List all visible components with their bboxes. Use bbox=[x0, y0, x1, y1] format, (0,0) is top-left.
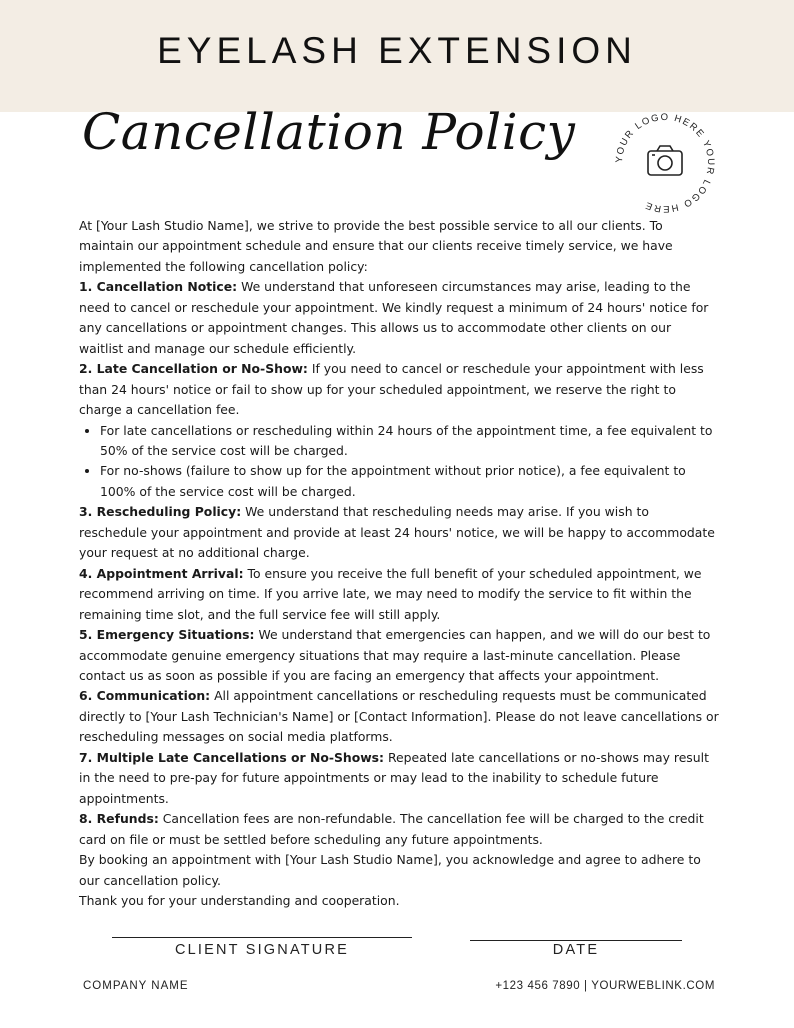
section-heading: 5. Emergency Situations: bbox=[79, 627, 255, 643]
camera-icon bbox=[648, 146, 682, 175]
list-item: • For no-shows (failure to show up for the appointment without prior notice), a fee equivalent to 100% of the service cost will be charged. bbox=[100, 461, 719, 502]
section-1 bbox=[79, 277, 719, 359]
policy-body bbox=[79, 216, 719, 911]
section-text: To ensure you receive the full benefit of your scheduled appointment, we recommend arriving on time. If you arrive late, we may need to modify the service to fit within the remaining time slot, and the full service fee will still apply. bbox=[79, 565, 702, 622]
section-text: We understand that emergencies can happen, and we will do our best to accommodate genuine emergency situations that may require a last-minute cancellation. Please contact us as soon as possible if you are facing an emergency that affects your appointment. bbox=[79, 627, 711, 683]
document-title: Cancellation Policy bbox=[82, 103, 576, 161]
date-line[interactable] bbox=[470, 940, 682, 941]
logo-placeholder bbox=[608, 106, 722, 220]
page-title: EYELASH EXTENSION bbox=[157, 30, 637, 71]
contact-info: +123 456 7890 | YOURWEBLINK.COM bbox=[495, 980, 715, 992]
thank-you-line: Thank you for your understanding and cooperation. bbox=[79, 892, 400, 908]
fee-list bbox=[79, 421, 719, 503]
section-4 bbox=[79, 564, 719, 625]
logo-text: YOUR LOGO HERE YOUR LOGO HERE bbox=[613, 111, 717, 215]
section-7 bbox=[79, 748, 719, 809]
section-text: All appointment cancellations or rescheduling requests must be communicated directly to [Your Lash Technician's Name] or [Contact Information]. Please do not leave cancellations or rescheduling messages on social media platforms. bbox=[79, 688, 719, 745]
section-heading: 7. Multiple Late Cancellations or No-Shows: bbox=[79, 749, 385, 765]
section-2 bbox=[79, 359, 719, 420]
intro-paragraph: At [Your Lash Studio Name], we strive to provide the best possible service to all our clients. To maintain our appointment schedule and ensure that our clients receive timely service, we have implemented the following cancellation policy: bbox=[79, 218, 673, 274]
section-heading: 3. Rescheduling Policy: bbox=[79, 504, 242, 520]
section-text: We understand that unforeseen circumstances may arise, leading to the need to cancel or reschedule your appointment. We kindly request a minimum of 24 hours' notice for any cancellations or appointment changes. This allows us to accommodate other clients on our waitlist and manage our schedule efficiently. bbox=[79, 279, 709, 356]
list-item: • For late cancellations or rescheduling within 24 hours of the appointment time, a fee equivalent to 50% of the service cost will be charged. bbox=[100, 421, 719, 462]
client-signature-line[interactable] bbox=[112, 937, 412, 938]
section-heading: 6. Communication: bbox=[79, 688, 211, 704]
section-heading: 4. Appointment Arrival: bbox=[79, 565, 244, 581]
section-5 bbox=[79, 625, 719, 686]
section-text: Repeated late cancellations or no-shows may result in the need to pre-pay for future appointments or may lead to the inability to schedule future appointments. bbox=[79, 749, 709, 806]
section-heading: 8. Refunds: bbox=[79, 811, 159, 827]
section-text: If you need to cancel or reschedule your appointment with less than 24 hours' notice or fail to show up for your scheduled appointment, we reserve the right to charge a cancellation fee. bbox=[79, 361, 704, 418]
closing-paragraph: By booking an appointment with [Your Lash Studio Name], you acknowledge and agree to adhere to our cancellation policy. bbox=[79, 852, 701, 888]
company-name: COMPANY NAME bbox=[83, 980, 189, 992]
date-label: DATE bbox=[552, 942, 600, 958]
section-heading: 1. Cancellation Notice: bbox=[79, 279, 238, 295]
section-text: Cancellation fees are non-refundable. The cancellation fee will be charged to the credit card on file or must be settled before scheduling any future appointments. bbox=[79, 811, 704, 847]
section-8 bbox=[79, 809, 719, 850]
section-6 bbox=[79, 686, 719, 747]
client-signature-label: CLIENT SIGNATURE bbox=[174, 942, 350, 958]
section-text: We understand that rescheduling needs may arise. If you wish to reschedule your appointment and provide at least 24 hours' notice, we will be happy to accommodate your request at no additional charge. bbox=[79, 504, 715, 561]
section-heading: 2. Late Cancellation or No-Show: bbox=[79, 361, 308, 377]
section-3 bbox=[79, 502, 719, 563]
